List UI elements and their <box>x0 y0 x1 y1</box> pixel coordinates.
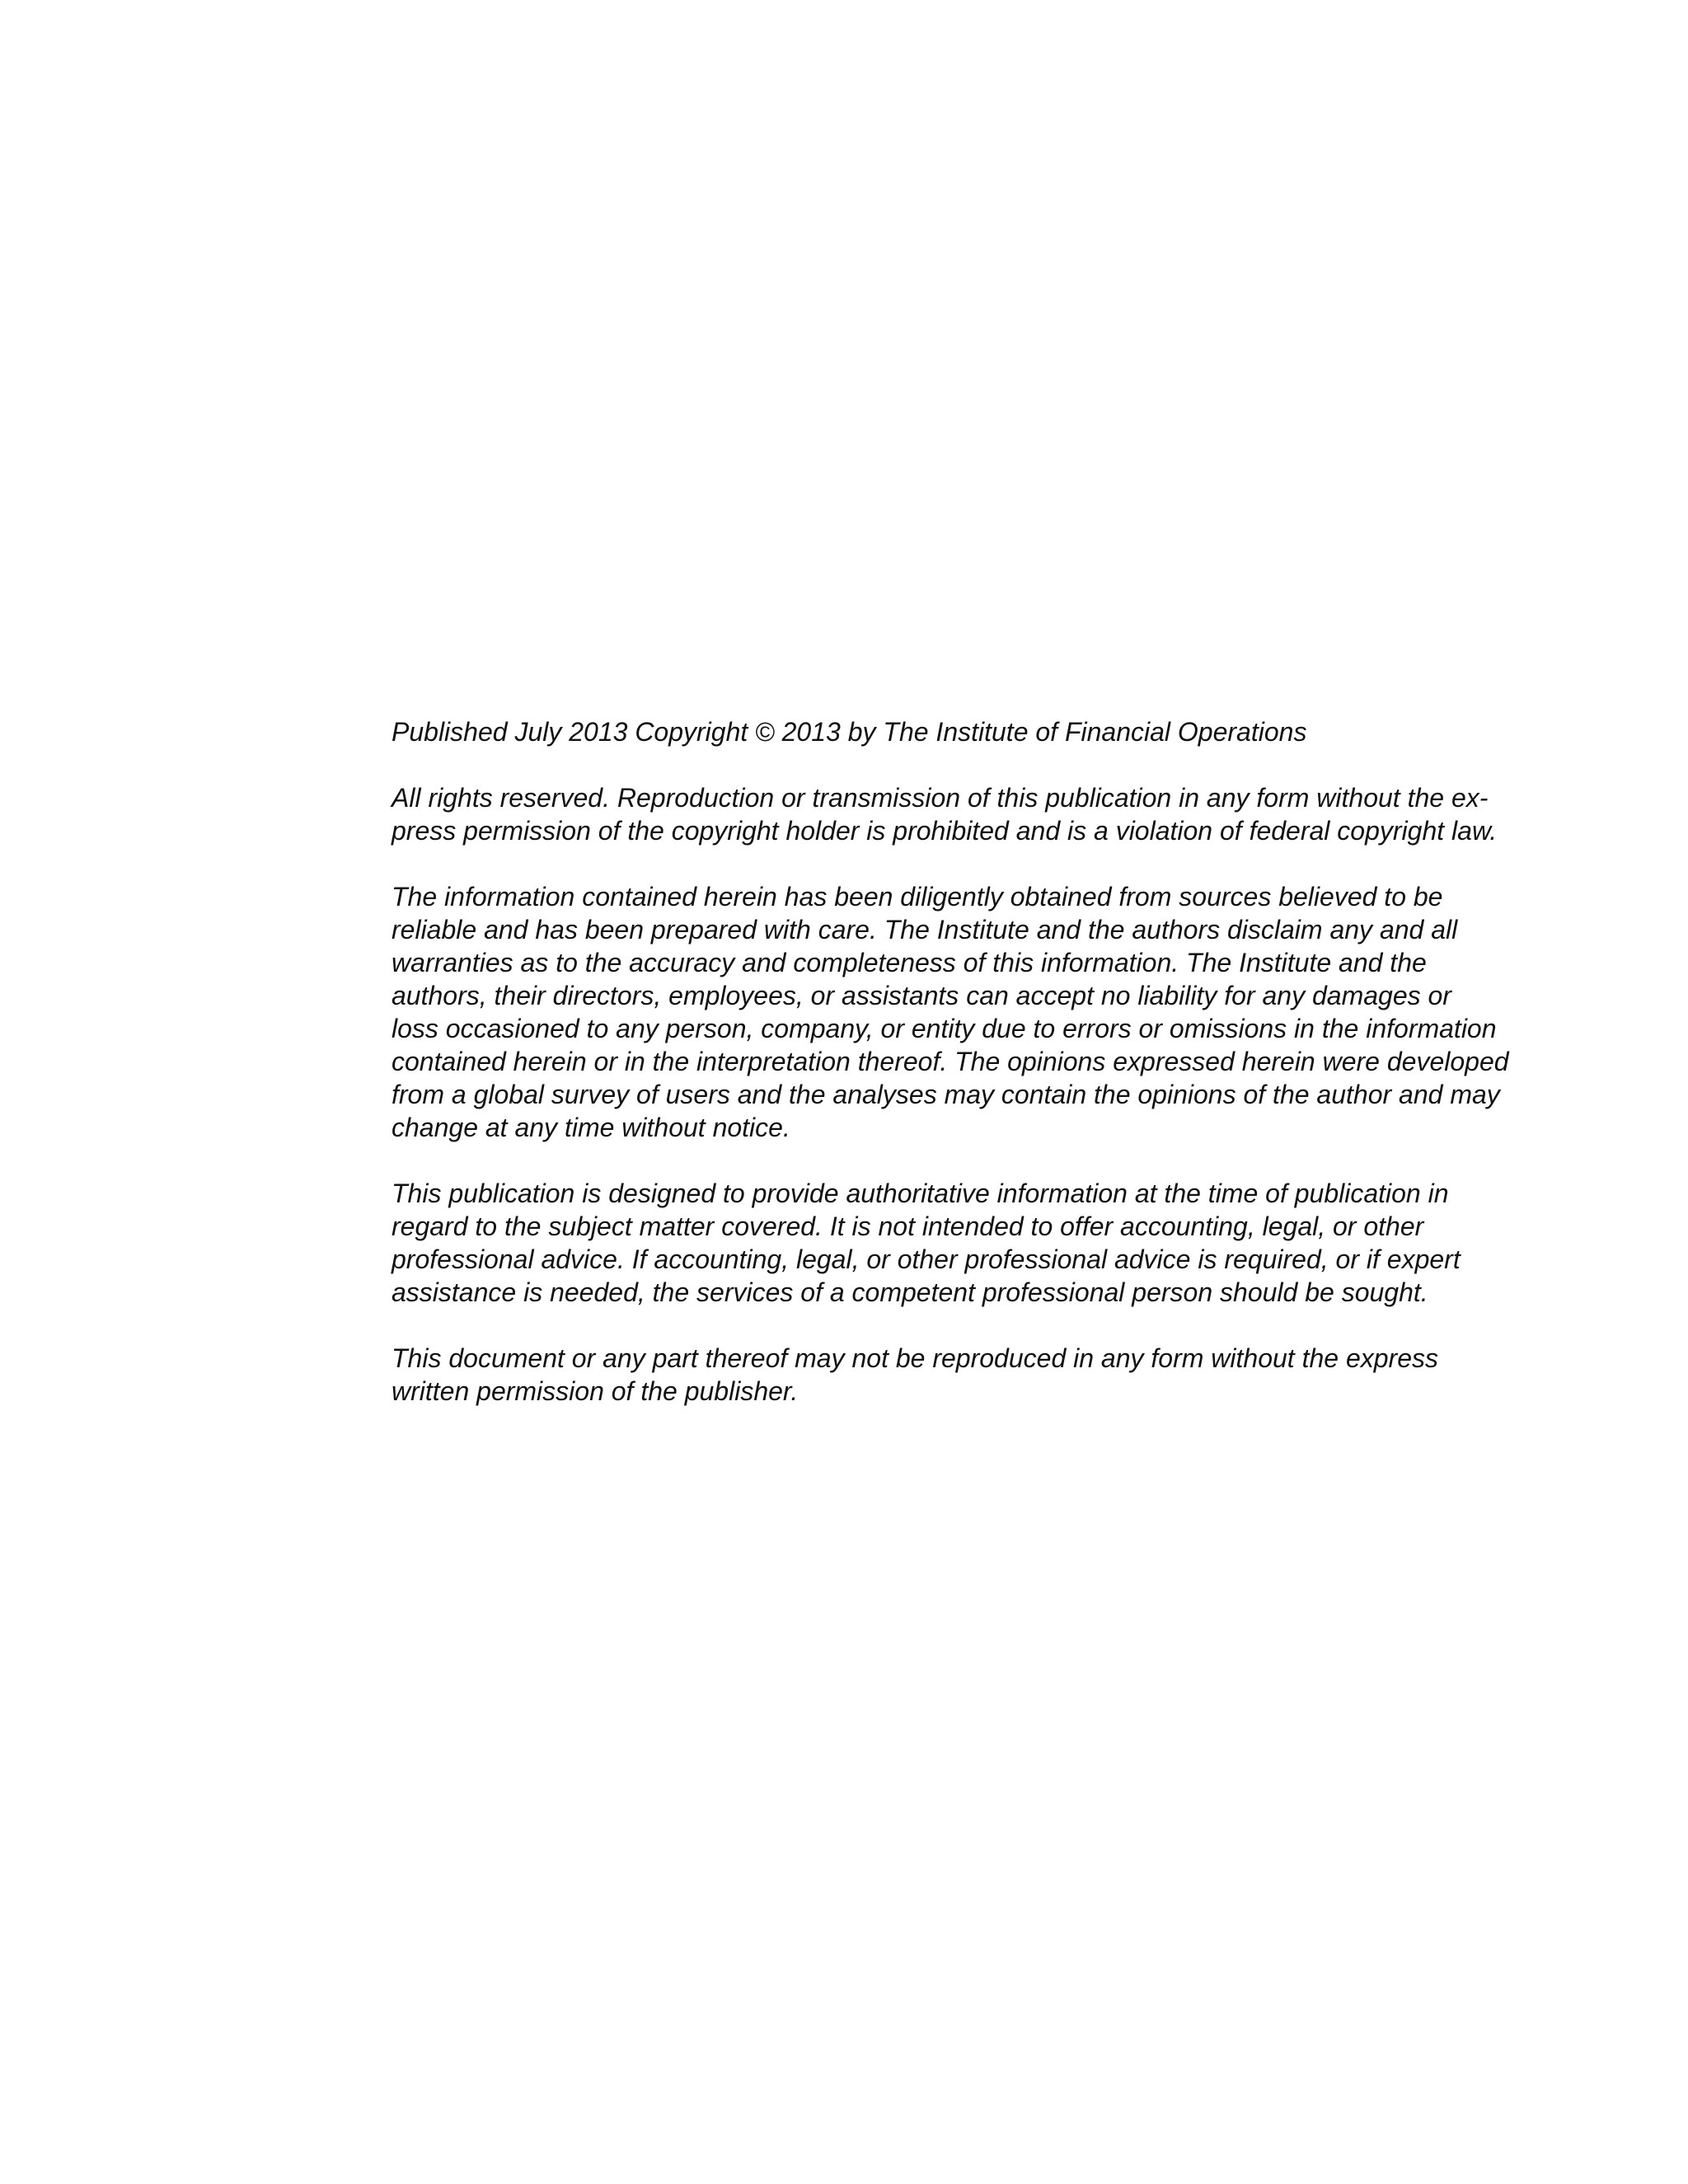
text-line: All rights reserved. Reproduction or transmission of this publication in any form without the ex- <box>392 783 1489 813</box>
text-line: from a global survey of users and the analyses may contain the opinions of the author and may <box>392 1080 1500 1109</box>
text-line: This publication is designed to provide authoritative information at the time of publication in <box>392 1179 1449 1208</box>
text-line: The information contained herein has been diligently obtained from sources believed to be <box>392 882 1443 912</box>
text-line: regard to the subject matter covered. It is not intended to offer accounting, legal, or other <box>392 1212 1424 1241</box>
text-line: written permission of the publisher. <box>392 1376 799 1406</box>
text-line: assistance is needed, the services of a competent professional person should be sought. <box>392 1277 1428 1307</box>
text-line: Published July 2013 Copyright © 2013 by The Institute of Financial Operations <box>392 717 1307 747</box>
rights-paragraph <box>392 781 1578 847</box>
text-line: contained herein or in the interpretation thereof. The opinions expressed herein were developed <box>392 1047 1509 1076</box>
copyright-notice <box>392 715 1578 1441</box>
text-line: press permission of the copyright holder is prohibited and is a violation of federal copyright law. <box>392 816 1498 846</box>
permission-paragraph <box>392 1342 1578 1408</box>
text-line: reliable and has been prepared with care. The Institute and the authors disclaim any and all <box>392 915 1458 944</box>
text-line: professional advice. If accounting, legal, or other professional advice is required, or if expert <box>392 1244 1461 1274</box>
text-line: change at any time without notice. <box>392 1113 790 1142</box>
purpose-paragraph <box>392 1177 1578 1309</box>
text-line: This document or any part thereof may not be reproduced in any form without the express <box>392 1343 1438 1373</box>
text-line: authors, their directors, employees, or assistants can accept no liability for any damages or <box>392 981 1451 1010</box>
text-line: loss occasioned to any person, company, or entity due to errors or omissions in the information <box>392 1014 1497 1043</box>
published-line <box>392 715 1578 748</box>
text-line: warranties as to the accuracy and completeness of this information. The Institute and the <box>392 948 1427 977</box>
disclaimer-paragraph <box>392 880 1578 1144</box>
